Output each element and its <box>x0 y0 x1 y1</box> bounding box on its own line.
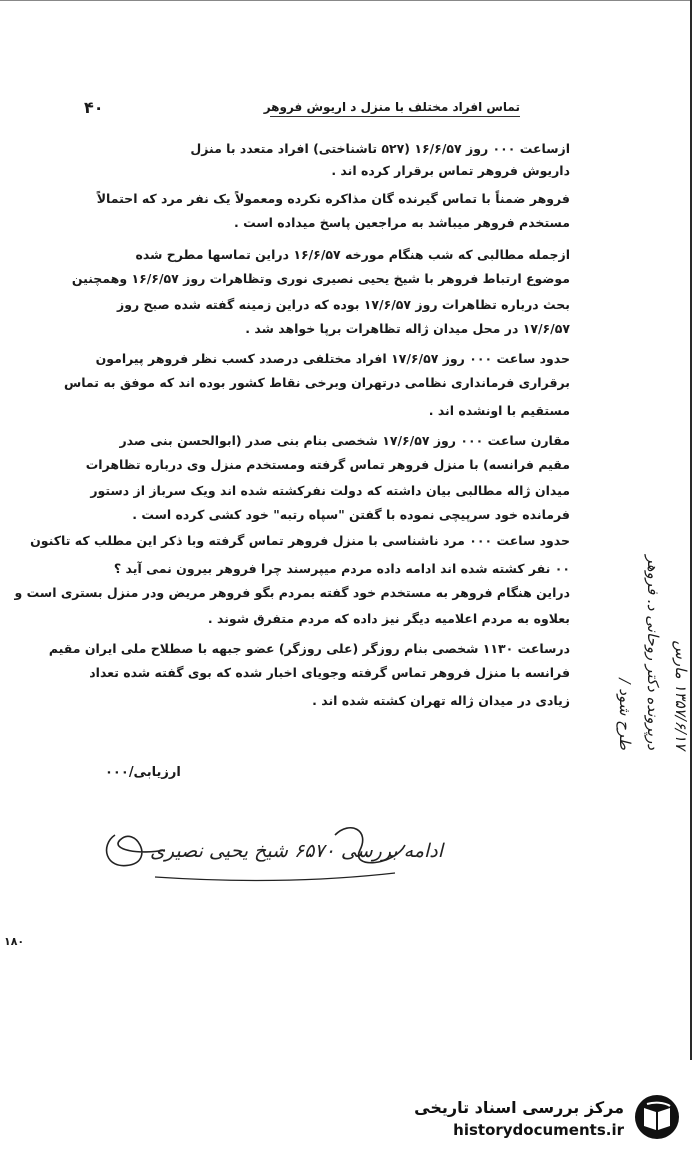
body-line: موضوع ارتباط فروهر با شیخ یحیی نصیری نوری وتظاهرات روز ۱۶/۶/۵۷ وهمچنین <box>71 271 570 286</box>
side-mark: ۱۸۰ <box>4 935 25 948</box>
body-line: ازساعت ۰۰۰ روز ۱۶/۶/۵۷ (۵۲۷ تاشناختی) افراد متعدد با منزل <box>190 141 570 156</box>
body-line: مقارن ساعت ۰۰۰ روز ۱۷/۶/۵۷ شخصی بنام بنی صدر (ابوالحسن بنی صدر <box>119 433 570 448</box>
body-line: بعلاوه به مردم اعلامیه دیگر نیز داده که مردم متفرق شوند . <box>207 611 570 626</box>
document-title: تماس افراد مختلف با منزل د اریوش فروهر <box>270 100 520 117</box>
body-line: فرانسه با منزل فروهر تماس گرفته وجویای اخبار شده که بوی گفته شده تعداد <box>89 665 570 680</box>
body-line: فرمانده خود سرپیچی نموده با گفتن "سپاه رتبه" خود کشی کرده است . <box>132 507 570 522</box>
page-border-top <box>0 0 692 1</box>
corner-mark: ۴۰ <box>84 98 104 117</box>
org-name: مرکز بررسی اسناد تاریخی <box>414 1098 624 1117</box>
body-line: برقراری فرمانداری نظامی درتهران وبرخی نقاط کشور بوده اند که موفق به تماس <box>63 375 570 390</box>
watermark-footer <box>414 1090 690 1146</box>
body-line: مقیم فرانسه) با منزل فروهر تماس گرفته ومستخدم منزل وی درباره تظاهرات <box>85 457 570 472</box>
open-book-icon <box>634 1094 680 1140</box>
body-line: دراین هنگام فروهر به مستخدم خود گفته بمردم بگو فروهر مریض ودر منزل بستری است و <box>14 585 570 600</box>
body-line: حدود ساعت ۰۰۰ روز ۱۷/۶/۵۷ افراد مختلفی درصدد کسب نظر فروهر پیرامون <box>95 351 570 366</box>
margin-note-line: طرح شود / <box>616 678 634 750</box>
body-line: ازجمله مطالبی که شب هنگام مورخه ۱۶/۶/۵۷ دراین تماسها مطرح شده <box>135 247 570 262</box>
margin-note-line: ۱۳۵۷/۶/۱۷ مارس <box>672 640 690 750</box>
body-line: درساعت ۱۱۳۰ شخصی بنام روزگر (علی روزگر) عضو جبهه با صطلاح ملی ایران مقیم <box>48 641 570 656</box>
margin-handwritten-note <box>611 390 695 750</box>
org-url[interactable]: historydocuments.ir <box>453 1121 624 1139</box>
body-line: مستقیم با اونشده اند . <box>428 403 570 418</box>
body-line: ۱۷/۶/۵۷ در محل میدان ژاله تظاهرات برپا خواهد شد . <box>245 321 570 336</box>
body-line: فروهر ضمناً با تماس گیرنده گان مذاکره نکرده ومعمولاً یک نفر مرد که احتمالاً <box>96 191 570 206</box>
body-line: ۰۰ نفر کشته شده اند ادامه داده مردم میپرسند چرا فروهر بیرون نمی آید ؟ <box>113 561 570 576</box>
body-line: حدود ساعت ۰۰۰ مرد ناشناسی با منزل فروهر تماس گرفته وبا ذکر این مطلب که تاکنون <box>30 533 570 548</box>
body-line: بحث درباره تظاهرات روز ۱۷/۶/۵۷ بوده که دراین زمینه گفته شده صبح روز <box>117 297 570 312</box>
margin-note-line: درپرونده دکتر روحانی د. فروهر <box>644 555 662 750</box>
body-line: میدان ژاله مطالبی بیان داشته که دولت نفرکشته شده اند ویک سرباز از دستور <box>90 483 570 498</box>
body-line: زیادی در میدان ژاله تهران کشته شده اند . <box>312 693 570 708</box>
signature-text: ادامه بررسی ۶۵۷۰ شیخ یحیی نصیری <box>150 840 444 862</box>
body-line: داریوش فروهر تماس برقرار کرده اند . <box>331 163 570 178</box>
assessment-line: ارزیابی/۰۰۰ <box>105 765 181 780</box>
body-line: مستخدم فروهر میباشد به مراجعین پاسخ میداده است . <box>234 215 570 230</box>
